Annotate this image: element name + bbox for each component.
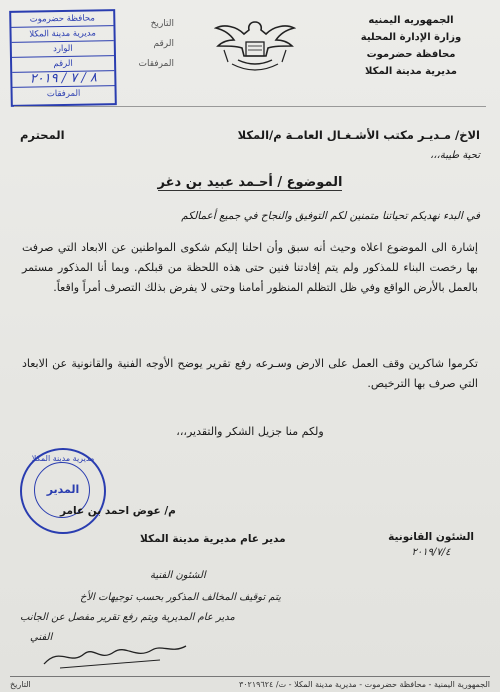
opening-line: في البدء نهديكم تحياتنا متمنين لكم التوفيق والنجاح في جميع أعمالكم xyxy=(181,210,480,222)
handwritten-note-line: يتم توقيف المخالف المذكور بحسب توجيهات الأخ xyxy=(80,592,281,603)
letterhead-line: الجمهوريه اليمنيه xyxy=(368,15,454,26)
seal-center-text: المدير xyxy=(46,483,80,496)
handwritten-note-line: مدير عام المديرية ويتم رفع تقرير مفصل عن الجانب xyxy=(20,612,235,623)
footer-date-label: التاريخ xyxy=(10,680,31,689)
letterhead-right xyxy=(336,12,486,80)
greeting: تحية طيبة،،، xyxy=(430,150,480,161)
body-paragraph-2: تكرموا شاكرين وقف العمل على الارض وسـرعه رفع تقرير يوضح الأوجه الفنية والقانونية عن الابعاد التي صرف بها الترخيص. xyxy=(22,357,478,390)
handwritten-signature xyxy=(40,636,190,672)
stamp-line: المرفقات xyxy=(46,88,81,100)
letterhead-line: مديرية مدينة المكلا xyxy=(365,66,457,77)
header-divider xyxy=(14,106,486,107)
date-label: التاريخ xyxy=(150,19,174,29)
legal-affairs-date: ٢٠١٩/٧/٤ xyxy=(411,547,451,558)
letterhead-line: محافظة حضرموت xyxy=(366,49,456,60)
stamp-number-label: الرقم xyxy=(53,58,73,70)
footer xyxy=(10,676,490,689)
signatory-title: مدير عام مديرية مدينة المكلا xyxy=(140,533,286,545)
recipient: الاخ/ مـديـر مكتب الأشـغـال العامـة م/المكلا xyxy=(237,128,480,142)
stamp-line: محافظة حضرموت xyxy=(11,11,113,28)
stamp-line: مديرية مدينة المكلا xyxy=(11,26,113,43)
subject: الموضوع / أحـمد عبيد بن دغر xyxy=(157,175,343,190)
handwritten-note-line: الفني xyxy=(30,632,53,643)
stamp-line: الوارد xyxy=(12,41,114,58)
seal-ring-text: مديرية مدينة المكلا xyxy=(31,454,95,463)
handwritten-note-line: الشئون الفنية xyxy=(150,570,206,581)
incoming-stamp xyxy=(9,9,117,107)
recipient-line xyxy=(20,128,480,142)
letterhead-left-labels xyxy=(118,14,174,74)
letterhead-line: وزارة الإدارة المحلية xyxy=(360,32,462,43)
stamp-date-handwritten: ٨ / ٧ / ٢٠١٩ xyxy=(12,71,114,88)
number-label: الرقم xyxy=(153,39,174,49)
legal-affairs-note xyxy=(388,531,474,558)
official-seal xyxy=(20,448,106,534)
subject-line xyxy=(0,175,500,190)
attachments-label: المرفقات xyxy=(138,59,174,69)
body-paragraph-1: إشارة الى الموضوع اعلاه وحيث أنه سبق وأن احلنا إليكم شكوى المواطنين عن الابعاد التي صرفت بها رخصت البناء للمذكور ولم يتم إفادتنا فنين حتى هذه اللحظة من قبلكم. وبما أنا المذكور مستمر بالعمل بالأرض الواقع وفي ظل التظلم المنظور أمامنا وحتى لا يفرض بذلك التصرف أمراً واقعاً. xyxy=(22,241,478,294)
honorific: المحترم xyxy=(20,128,65,142)
signatory-name: م/ عوض احمد بن عامر xyxy=(60,505,176,517)
yemen-eagle-emblem-icon xyxy=(214,16,296,78)
legal-affairs-label: الشئون القانونية xyxy=(388,531,474,543)
closing-line: ولكم منا جزيل الشكر والتقدير،،، xyxy=(176,425,324,438)
footer-address: الجمهورية اليمنية - محافظة حضرموت - مديرية مدينة المكلا - ت/ ٣٠٢١٩٦٢٤ xyxy=(238,680,490,689)
